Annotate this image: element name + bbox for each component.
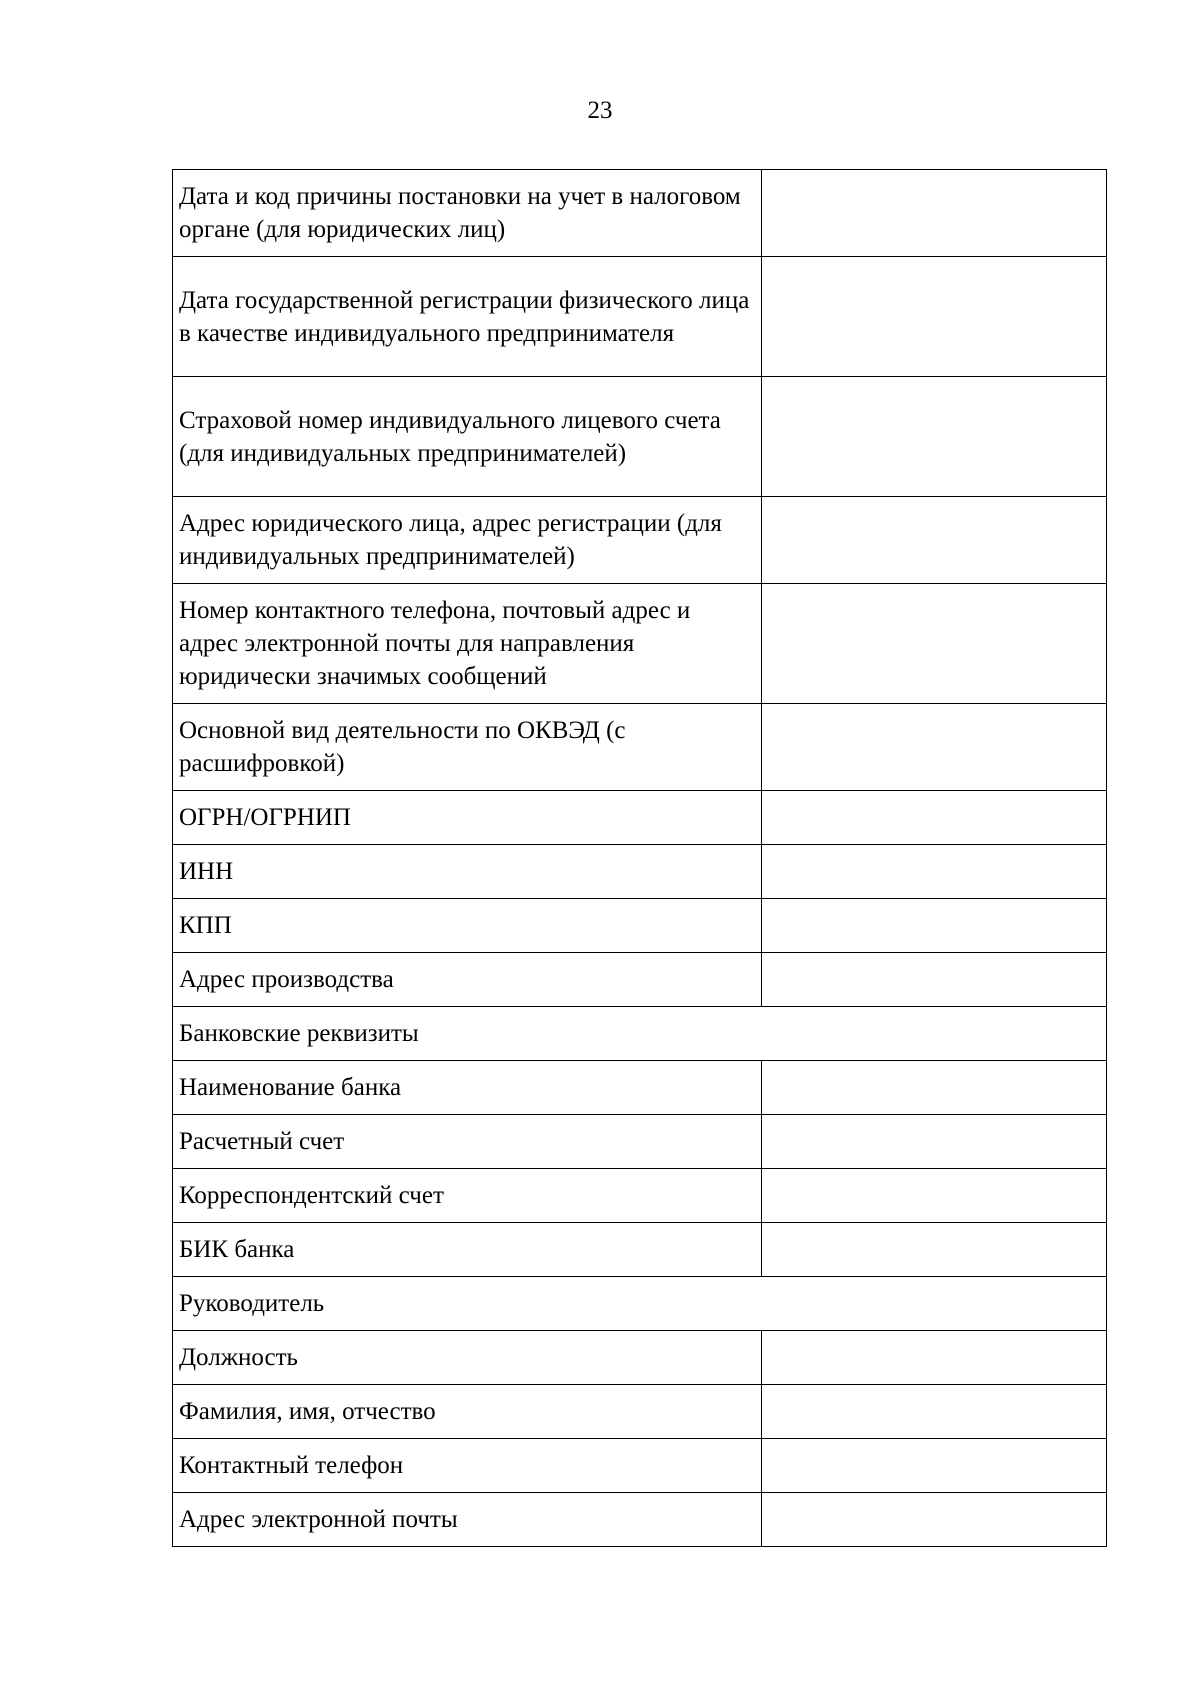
field-value[interactable] <box>762 1223 1107 1277</box>
field-label: Фамилия, имя, отчество <box>173 1385 762 1439</box>
table-row <box>173 953 1107 1007</box>
table-row <box>173 704 1107 791</box>
field-value[interactable] <box>762 899 1107 953</box>
field-value[interactable] <box>762 845 1107 899</box>
page-number: 23 <box>587 97 613 124</box>
table-row <box>173 1331 1107 1385</box>
field-label: Адрес юридического лица, адрес регистрации (для индивидуальных предпринимателей) <box>173 497 762 584</box>
table-row <box>173 170 1107 257</box>
head-section-title: Руководитель <box>173 1277 1107 1331</box>
table-row <box>173 497 1107 584</box>
field-label: Дата государственной регистрации физического лица в качестве индивидуального предпринимателя <box>173 257 762 377</box>
table-row <box>173 899 1107 953</box>
field-label: Контактный телефон <box>173 1439 762 1493</box>
field-value[interactable] <box>762 704 1107 791</box>
field-value[interactable] <box>762 1493 1107 1547</box>
field-value[interactable] <box>762 1169 1107 1223</box>
table-row <box>173 1169 1107 1223</box>
bank-section-title: Банковские реквизиты <box>173 1007 1107 1061</box>
table-row <box>173 1115 1107 1169</box>
field-value[interactable] <box>762 1115 1107 1169</box>
table-row <box>173 1385 1107 1439</box>
table-row <box>173 845 1107 899</box>
field-label: Адрес производства <box>173 953 762 1007</box>
field-value[interactable] <box>762 170 1107 257</box>
field-value[interactable] <box>762 1061 1107 1115</box>
field-label: Должность <box>173 1331 762 1385</box>
field-label: Номер контактного телефона, почтовый адрес и адрес электронной почты для направления юридически значимых сообщений <box>173 584 762 704</box>
field-label: КПП <box>173 899 762 953</box>
field-label: ОГРН/ОГРНИП <box>173 791 762 845</box>
table-row <box>173 791 1107 845</box>
field-value[interactable] <box>762 497 1107 584</box>
field-label: Адрес электронной почты <box>173 1493 762 1547</box>
registration-form-table <box>172 169 1107 1547</box>
table-row <box>173 1223 1107 1277</box>
field-label: Основной вид деятельности по ОКВЭД (с расшифровкой) <box>173 704 762 791</box>
table-row <box>173 584 1107 704</box>
field-value[interactable] <box>762 953 1107 1007</box>
field-value[interactable] <box>762 791 1107 845</box>
field-value[interactable] <box>762 1385 1107 1439</box>
field-value[interactable] <box>762 1331 1107 1385</box>
field-value[interactable] <box>762 257 1107 377</box>
field-value[interactable] <box>762 1439 1107 1493</box>
table-row <box>173 1061 1107 1115</box>
table-row <box>173 1439 1107 1493</box>
field-value[interactable] <box>762 584 1107 704</box>
section-header-row <box>173 1007 1107 1061</box>
field-label: Дата и код причины постановки на учет в налоговом органе (для юридических лиц) <box>173 170 762 257</box>
field-value[interactable] <box>762 377 1107 497</box>
field-label: Корреспондентский счет <box>173 1169 762 1223</box>
section-header-row <box>173 1277 1107 1331</box>
table-row <box>173 257 1107 377</box>
table-row <box>173 1493 1107 1547</box>
table-row <box>173 377 1107 497</box>
field-label: Страховой номер индивидуального лицевого счета (для индивидуальных предпринимателей) <box>173 377 762 497</box>
field-label: Расчетный счет <box>173 1115 762 1169</box>
field-label: Наименование банка <box>173 1061 762 1115</box>
field-label: ИНН <box>173 845 762 899</box>
field-label: БИК банка <box>173 1223 762 1277</box>
